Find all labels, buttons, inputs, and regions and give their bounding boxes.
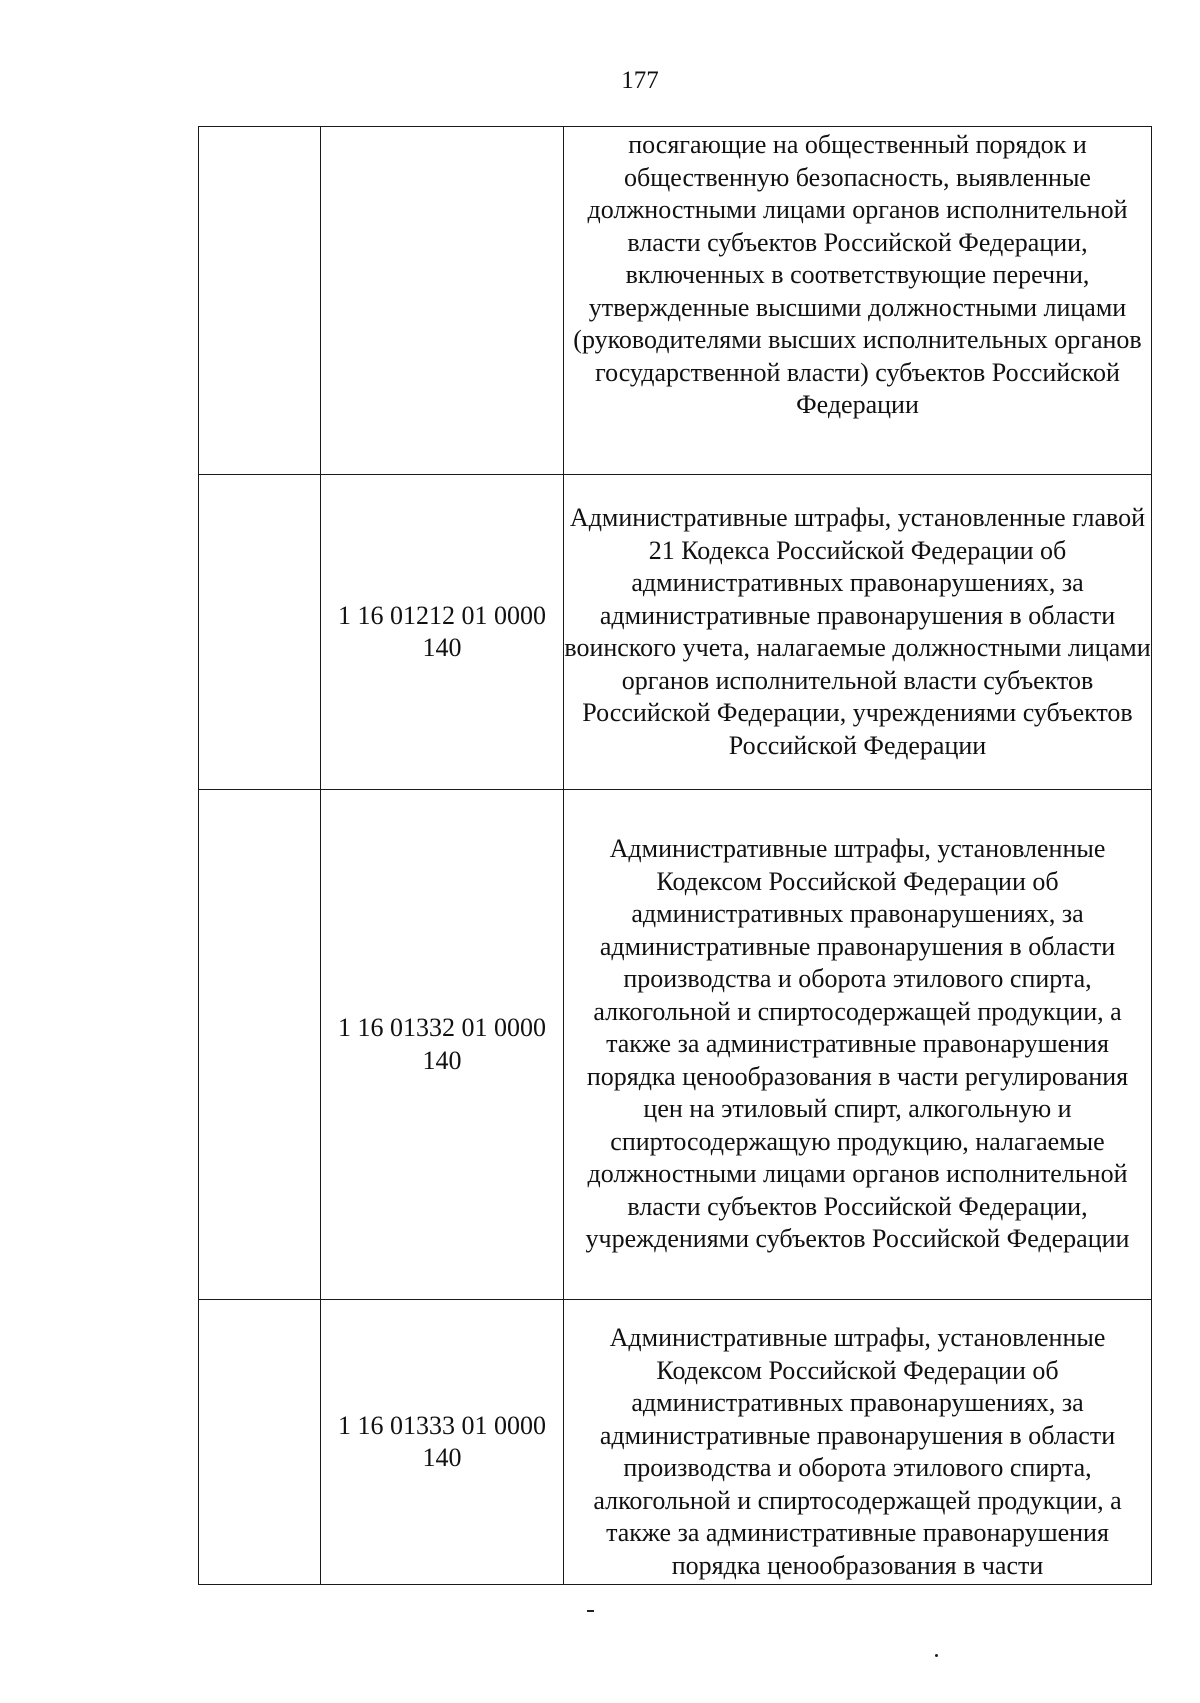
budget-code-cell bbox=[321, 1300, 564, 1585]
budget-code-line: 1 16 01333 01 0000 bbox=[338, 1410, 546, 1440]
revenue-name-cell: Административные штрафы, установленные главой 21 Кодекса Российской Федерации об административных правонарушениях, за административные правонарушения в области воинского учета, налагаемые должностными лицами органов исполнительной власти субъектов Российской Федерации, учреждениями субъектов Российской Федерации bbox=[564, 475, 1152, 790]
scan-speck bbox=[935, 1654, 938, 1657]
admin-code-cell bbox=[199, 790, 321, 1300]
revenue-name-cell: посягающие на общественный порядок и общественную безопасность, выявленные должностными лицами органов исполнительной власти субъектов Российской Федерации, включенных в соответствующие перечни, утвержденные высшими должностными лицами (руководителями высших исполнительных органов государственной власти) субъектов Российской Федерации bbox=[564, 127, 1152, 475]
admin-code-cell bbox=[199, 475, 321, 790]
scan-speck bbox=[587, 1610, 594, 1612]
admin-code-cell bbox=[199, 1300, 321, 1585]
budget-code-line: 1 16 01212 01 0000 bbox=[338, 600, 546, 630]
admin-code-cell bbox=[199, 127, 321, 475]
budget-code-line: 140 bbox=[422, 1443, 462, 1472]
table-row bbox=[199, 475, 1152, 790]
budget-code-cell bbox=[321, 475, 564, 790]
budget-code-cell bbox=[321, 127, 564, 475]
table-row bbox=[199, 790, 1152, 1300]
budget-code-line: 140 bbox=[422, 633, 462, 662]
budget-code-line: 140 bbox=[422, 1045, 462, 1075]
table-row bbox=[199, 127, 1152, 475]
budget-code-line: 1 16 01332 01 0000 bbox=[338, 1013, 546, 1042]
revenue-name-cell: Административные штрафы, установленные Кодексом Российской Федерации об административных правонарушениях, за административные правонарушения в области производства и оборота этилового спирта, алкогольной и спиртосодержащей продукции, а также за административные правонарушения порядка ценообразования в части регулирования цен на этиловый спирт, алкогольную и спиртосодержащую продукцию, налагаемые должностными лицами органов исполнительной власти субъектов Российской Федерации, учреждениями субъектов Российской Федерации bbox=[564, 790, 1152, 1300]
table-row bbox=[199, 1300, 1152, 1585]
budget-classification-table bbox=[198, 126, 1152, 1585]
page-number: 177 bbox=[621, 67, 659, 94]
revenue-name-cell: Административные штрафы, установленные Кодексом Российской Федерации об административных правонарушениях, за административные правонарушения в области производства и оборота этилового спирта, алкогольной и спиртосодержащей продукции, а также за административные правонарушения порядка ценообразования в части bbox=[564, 1300, 1152, 1585]
budget-code-cell bbox=[321, 790, 564, 1300]
